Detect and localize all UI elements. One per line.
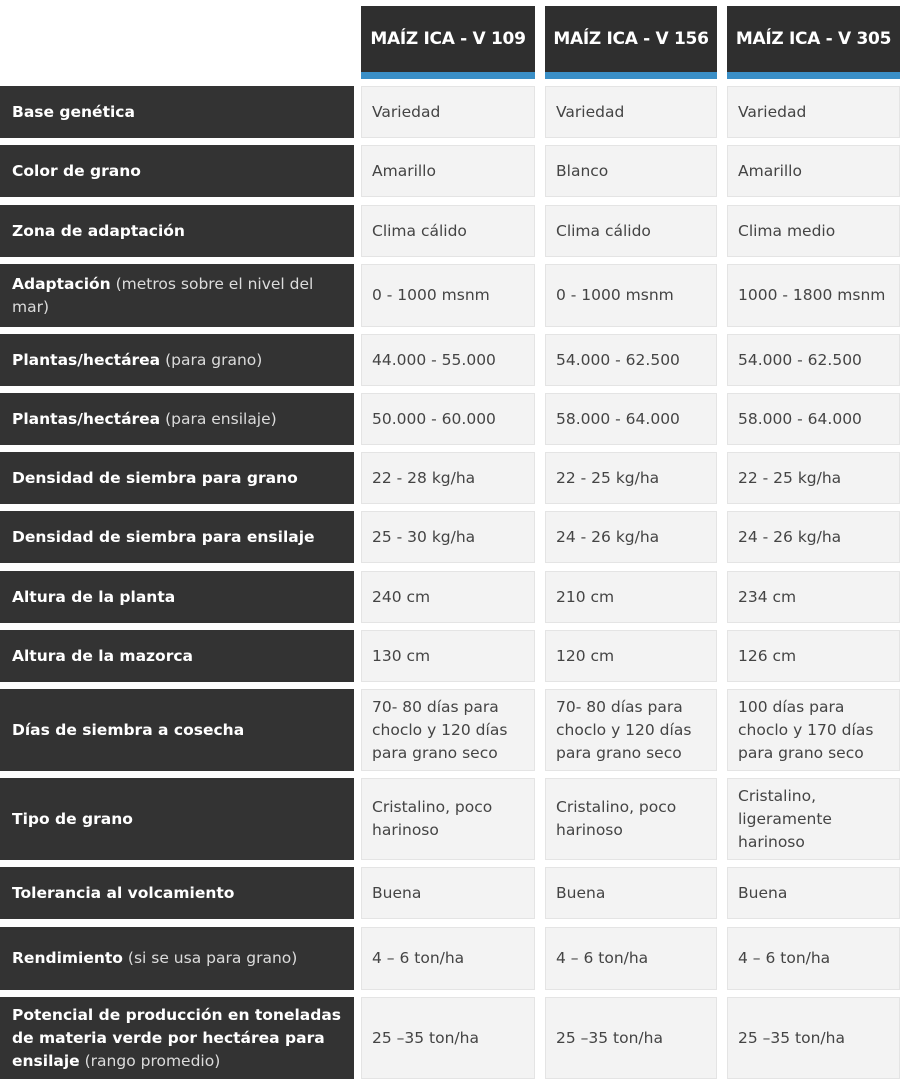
row-label — [0, 778, 354, 860]
table-cell — [361, 997, 535, 1079]
table-cell — [545, 867, 717, 919]
table-cell-value: 234 cm — [738, 587, 797, 606]
table-cell — [361, 778, 535, 860]
table-cell — [545, 86, 717, 138]
table-cell-value: 50.000 - 60.000 — [372, 409, 496, 428]
row-label-text: Altura de la planta — [12, 587, 176, 606]
table-cell-value: 1000 - 1800 msnm — [738, 286, 886, 304]
table-cell-value: 54.000 - 62.500 — [738, 350, 862, 369]
table-cell — [361, 145, 535, 197]
table-cell — [361, 393, 535, 445]
row-label-text: Color de grano — [12, 161, 141, 180]
table-cell — [361, 86, 535, 138]
table-cell-value: 25 –35 ton/ha — [738, 1028, 845, 1047]
table-cell — [727, 927, 900, 990]
row-label-note: (para ensilaje) — [160, 409, 277, 428]
table-cell — [545, 393, 717, 445]
table-cell-value: 240 cm — [372, 587, 431, 606]
row-label-text: Zona de adaptación — [12, 221, 185, 240]
row-label-text: Plantas/hectárea — [12, 409, 161, 428]
row-label-text: Rendimiento — [12, 949, 123, 967]
header-accent-bar — [361, 72, 535, 79]
row-label-text: Densidad de siembra para grano — [12, 468, 298, 487]
row-label — [0, 334, 354, 386]
table-cell — [727, 205, 900, 257]
table-cell-value: 0 - 1000 msnm — [556, 286, 674, 304]
table-cell — [361, 452, 535, 504]
row-label-text: Adaptación — [12, 274, 111, 293]
row-label — [0, 145, 354, 197]
column-header-label: MAÍZ ICA - V 305 — [735, 29, 892, 49]
column-header-label: MAÍZ ICA - V 156 — [553, 29, 709, 49]
table-cell-value: Buena — [556, 883, 606, 902]
table-cell-value: Clima cálido — [556, 221, 651, 240]
row-label — [0, 264, 354, 327]
table-cell — [361, 867, 535, 919]
table-cell — [545, 689, 717, 771]
table-cell-value: 130 cm — [372, 646, 431, 665]
header-accent-bar — [727, 72, 900, 79]
table-cell — [545, 778, 717, 860]
table-cell — [361, 571, 535, 623]
row-label — [0, 630, 354, 682]
table-cell — [727, 571, 900, 623]
table-cell-value: Cristalino, poco harinoso — [556, 798, 677, 839]
table-cell — [545, 145, 717, 197]
table-cell — [727, 393, 900, 445]
table-cell — [361, 630, 535, 682]
row-label-text: Densidad de siembra para ensilaje — [12, 527, 315, 546]
table-cell-value: 100 días para choclo y 170 días para grano seco — [738, 697, 874, 762]
table-cell-value: 4 – 6 ton/ha — [556, 949, 649, 967]
row-label — [0, 86, 354, 138]
table-cell-value: Variedad — [556, 102, 625, 121]
table-cell — [727, 334, 900, 386]
table-cell-value: 58.000 - 64.000 — [738, 409, 862, 428]
table-cell-value: 120 cm — [556, 646, 615, 665]
row-label — [0, 393, 354, 445]
table-cell-value: Variedad — [738, 102, 807, 121]
table-cell-value: 22 - 28 kg/ha — [372, 468, 476, 487]
row-label — [0, 571, 354, 623]
table-cell — [727, 997, 900, 1079]
table-cell-value: 24 - 26 kg/ha — [556, 527, 660, 546]
row-label — [0, 867, 354, 919]
table-cell-value: Clima medio — [738, 221, 836, 240]
row-label-text: Base genética — [12, 102, 135, 121]
table-cell-value: 58.000 - 64.000 — [556, 409, 680, 428]
table-cell — [361, 511, 535, 563]
table-cell-value: Amarillo — [372, 161, 436, 180]
row-label — [0, 452, 354, 504]
table-cell-value: 44.000 - 55.000 — [372, 350, 496, 369]
row-label-text: Tipo de grano — [12, 809, 133, 828]
table-cell-value: 70- 80 días para choclo y 120 días para grano seco — [372, 697, 508, 762]
row-label — [0, 205, 354, 257]
table-cell — [361, 927, 535, 990]
table-cell — [545, 927, 717, 990]
header-accent-bar — [545, 72, 717, 79]
table-cell — [727, 630, 900, 682]
table-cell — [361, 205, 535, 257]
row-label-text: Tolerancia al volcamiento — [12, 883, 235, 902]
table-cell-value: 126 cm — [738, 646, 797, 665]
table-cell — [545, 452, 717, 504]
row-label — [0, 927, 354, 990]
table-cell — [545, 334, 717, 386]
row-label-text: Plantas/hectárea — [12, 350, 161, 369]
column-header — [727, 6, 900, 79]
table-cell-value: 24 - 26 kg/ha — [738, 527, 842, 546]
table-cell — [545, 630, 717, 682]
table-cell-value: Cristalino, ligeramente harinoso — [738, 786, 832, 851]
table-cell — [727, 452, 900, 504]
table-cell-value: Amarillo — [738, 161, 802, 180]
table-cell-value: 210 cm — [556, 587, 615, 606]
table-cell-value: Variedad — [372, 102, 441, 121]
table-cell-value: 70- 80 días para choclo y 120 días para grano seco — [556, 697, 692, 762]
table-cell-value: Clima cálido — [372, 221, 467, 240]
row-label-text: Altura de la mazorca — [12, 646, 193, 665]
table-cell — [727, 145, 900, 197]
table-cell — [545, 511, 717, 563]
row-label-text: Potencial de producción en toneladas de materia verde por hectárea para ensilaje — [12, 1005, 342, 1070]
row-label-note: (si se usa para grano) — [122, 949, 298, 967]
table-cell-value: 22 - 25 kg/ha — [738, 468, 842, 487]
row-label — [0, 689, 354, 771]
table-cell — [361, 689, 535, 771]
table-cell-value: Cristalino, poco harinoso — [372, 798, 493, 839]
table-cell — [727, 689, 900, 771]
column-header — [545, 6, 717, 79]
table-cell-value: 54.000 - 62.500 — [556, 350, 680, 369]
table-cell-value: Buena — [738, 883, 788, 902]
table-cell — [727, 264, 900, 327]
table-cell — [727, 778, 900, 860]
table-cell-value: 25 –35 ton/ha — [372, 1028, 479, 1047]
row-label — [0, 511, 354, 563]
table-cell — [727, 867, 900, 919]
table-cell — [361, 264, 535, 327]
table-cell — [545, 997, 717, 1079]
row-label-text: Días de siembra a cosecha — [12, 720, 245, 739]
table-cell — [727, 86, 900, 138]
table-cell — [545, 264, 717, 327]
table-cell — [727, 511, 900, 563]
table-cell — [545, 205, 717, 257]
table-cell-value: 0 - 1000 msnm — [372, 286, 490, 304]
row-label — [0, 997, 354, 1079]
row-label-note: (para grano) — [160, 350, 263, 369]
table-cell-value: Blanco — [556, 161, 609, 180]
column-header-label: MAÍZ ICA - V 109 — [370, 29, 526, 49]
row-label-note: (rango promedio) — [79, 1051, 221, 1070]
table-cell-value: 25 –35 ton/ha — [556, 1028, 663, 1047]
column-header — [361, 6, 535, 79]
table-cell-value: 4 – 6 ton/ha — [738, 949, 831, 967]
table-cell — [361, 334, 535, 386]
table-cell-value: 25 - 30 kg/ha — [372, 527, 476, 546]
row-label-note: (metros sobre el nivel del mar) — [12, 274, 314, 316]
table-cell-value: 4 – 6 ton/ha — [372, 949, 465, 967]
table-cell — [545, 571, 717, 623]
table-cell-value: Buena — [372, 883, 422, 902]
table-cell-value: 22 - 25 kg/ha — [556, 468, 660, 487]
